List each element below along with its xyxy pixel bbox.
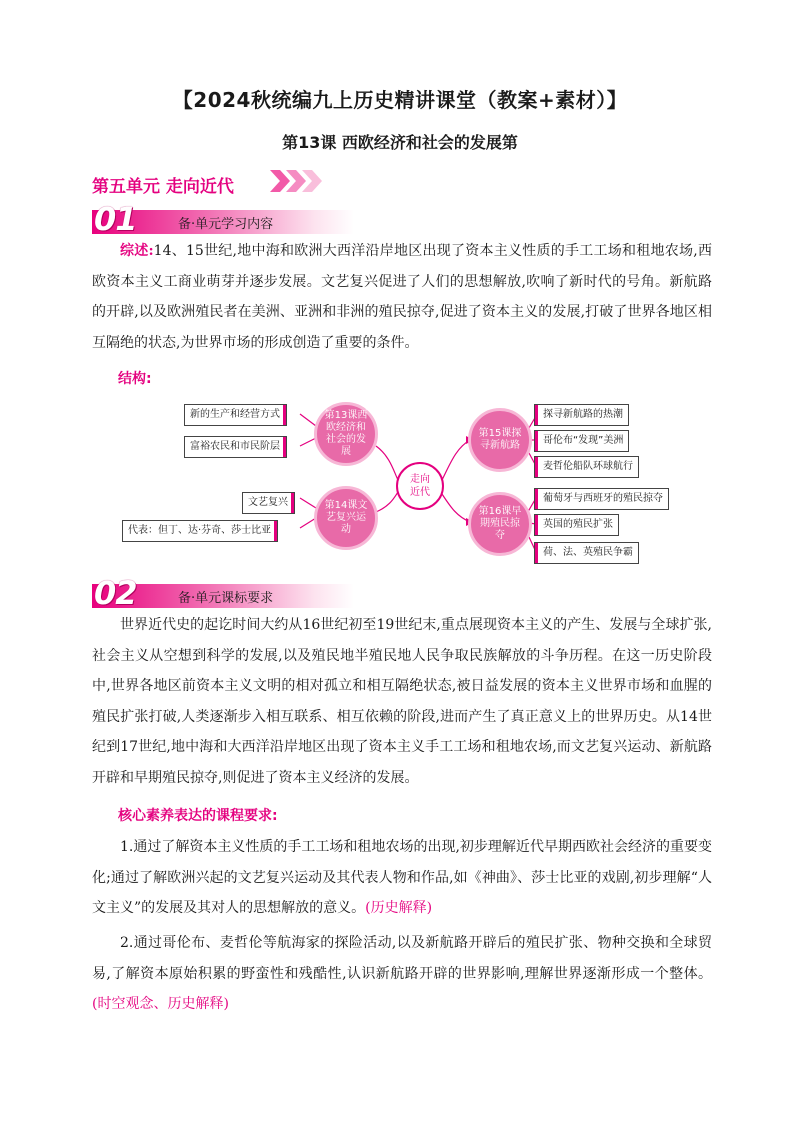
requirement-item-2: 2.通过哥伦布、麦哲伦等航海家的探险活动,以及新航路开辟后的殖民扩张、物种交换和全球贸易,了解资本原始积累的野蛮性和残酷性,认识新航路开辟的世界影响,理解世界逐渐形成一个整体。(时空观念、历史解释) bbox=[92, 935, 712, 1012]
requirement-tag-2: (时空观念、历史解释) bbox=[92, 996, 229, 1012]
structure-diagram bbox=[128, 394, 663, 570]
lesson14-item-1: 文艺复兴 bbox=[242, 492, 295, 514]
core-literacy-heading: 核心素养表达的课程要求: bbox=[118, 808, 278, 824]
section-label: 备·单元学习内容 bbox=[178, 217, 274, 232]
section-banner-02 bbox=[92, 574, 354, 612]
structure-label: 结构: bbox=[118, 371, 152, 387]
section-number: 01 bbox=[94, 200, 137, 238]
lesson14-item-2: 代表：但丁、达·芬奇、莎士比亚 bbox=[122, 520, 278, 542]
requirement-tag-1: (历史解释) bbox=[365, 900, 433, 916]
standards-paragraph: 世界近代史的起讫时间大约从16世纪初至19世纪末,重点展现资本主义的产生、发展与全球扩张,社会主义从空想到科学的发展,以及殖民地半殖民地人民争取民族解放的斗争历程。在这一历史阶段中,世界各地区前资本主义文明的相对孤立和相互隔绝状态,被日益发展的资本主义世界市场和血腥的殖民扩张打破,人类逐渐步入相互联系、相互依赖的阶段,进而产生了真正意义上的世界历史。从14世纪到17世纪,地中海和大西洋沿岸地区出现了资本主义手工工场和租地农场,而文艺复兴运动、新航路开辟和早期殖民掠夺,则促进了资本主义经济的发展。 bbox=[92, 617, 712, 786]
section-label: 备·单元课标要求 bbox=[178, 591, 274, 606]
lesson13-item-1: 新的生产和经营方式 bbox=[184, 404, 287, 426]
chevron-arrows-icon bbox=[270, 168, 330, 194]
lesson13-circle: 第13课西欧经济和社会的发展 bbox=[314, 402, 378, 466]
lesson16-item-2: 英国的殖民扩张 bbox=[534, 514, 619, 536]
requirement-item-1: 1.通过了解资本主义性质的手工工场和租地农场的出现,初步理解近代早期西欧社会经济的重要变化;通过了解欧洲兴起的文艺复兴运动及其代表人物和作品,如《神曲》、莎士比亚的戏剧,初步理解“人文主义”的发展及其对人的思想解放的意义。(历史解释) bbox=[92, 839, 712, 916]
lesson16-item-3: 荷、法、英殖民争霸 bbox=[534, 542, 639, 564]
center-circle: 走向近代 bbox=[396, 462, 444, 510]
unit-title: 第五单元 走向近代 bbox=[92, 177, 234, 197]
lesson16-item-1: 葡萄牙与西班牙的殖民掠夺 bbox=[534, 488, 669, 510]
lesson14-circle: 第14课文艺复兴运动 bbox=[314, 486, 378, 550]
summary-text: 14、15世纪,地中海和欧洲大西洋沿岸地区出现了资本主义性质的手工工场和租地农场,西欧资本主义工商业萌芽并逐步发展。文艺复兴促进了人们的思想解放,吹响了新时代的号角。新航路的开辟,以及欧洲殖民者在美洲、亚洲和非洲的殖民掠夺,促进了资本主义的发展,打破了世界各地区相互隔绝的状态,为世界市场的形成创造了重要的条件。 bbox=[92, 243, 712, 351]
lesson15-item-2: 哥伦布“发现”美洲 bbox=[534, 430, 629, 452]
summary-paragraph bbox=[92, 236, 712, 358]
section-banner-01 bbox=[92, 200, 354, 238]
lesson15-circle: 第15课探寻新航路 bbox=[468, 408, 532, 472]
lesson15-item-1: 探寻新航路的热潮 bbox=[534, 404, 629, 426]
lesson-title: 第13课 西欧经济和社会的发展第 bbox=[282, 133, 518, 152]
section-number: 02 bbox=[94, 574, 137, 612]
lesson15-item-3: 麦哲伦船队环球航行 bbox=[534, 456, 639, 478]
document-title: 【2024秋统编九上历史精讲课堂（教案+素材）】 bbox=[172, 88, 628, 112]
summary-label: 综述: bbox=[120, 243, 154, 259]
lesson16-circle: 第16课早期殖民掠夺 bbox=[468, 492, 532, 556]
lesson13-item-2: 富裕农民和市民阶层 bbox=[184, 436, 287, 458]
